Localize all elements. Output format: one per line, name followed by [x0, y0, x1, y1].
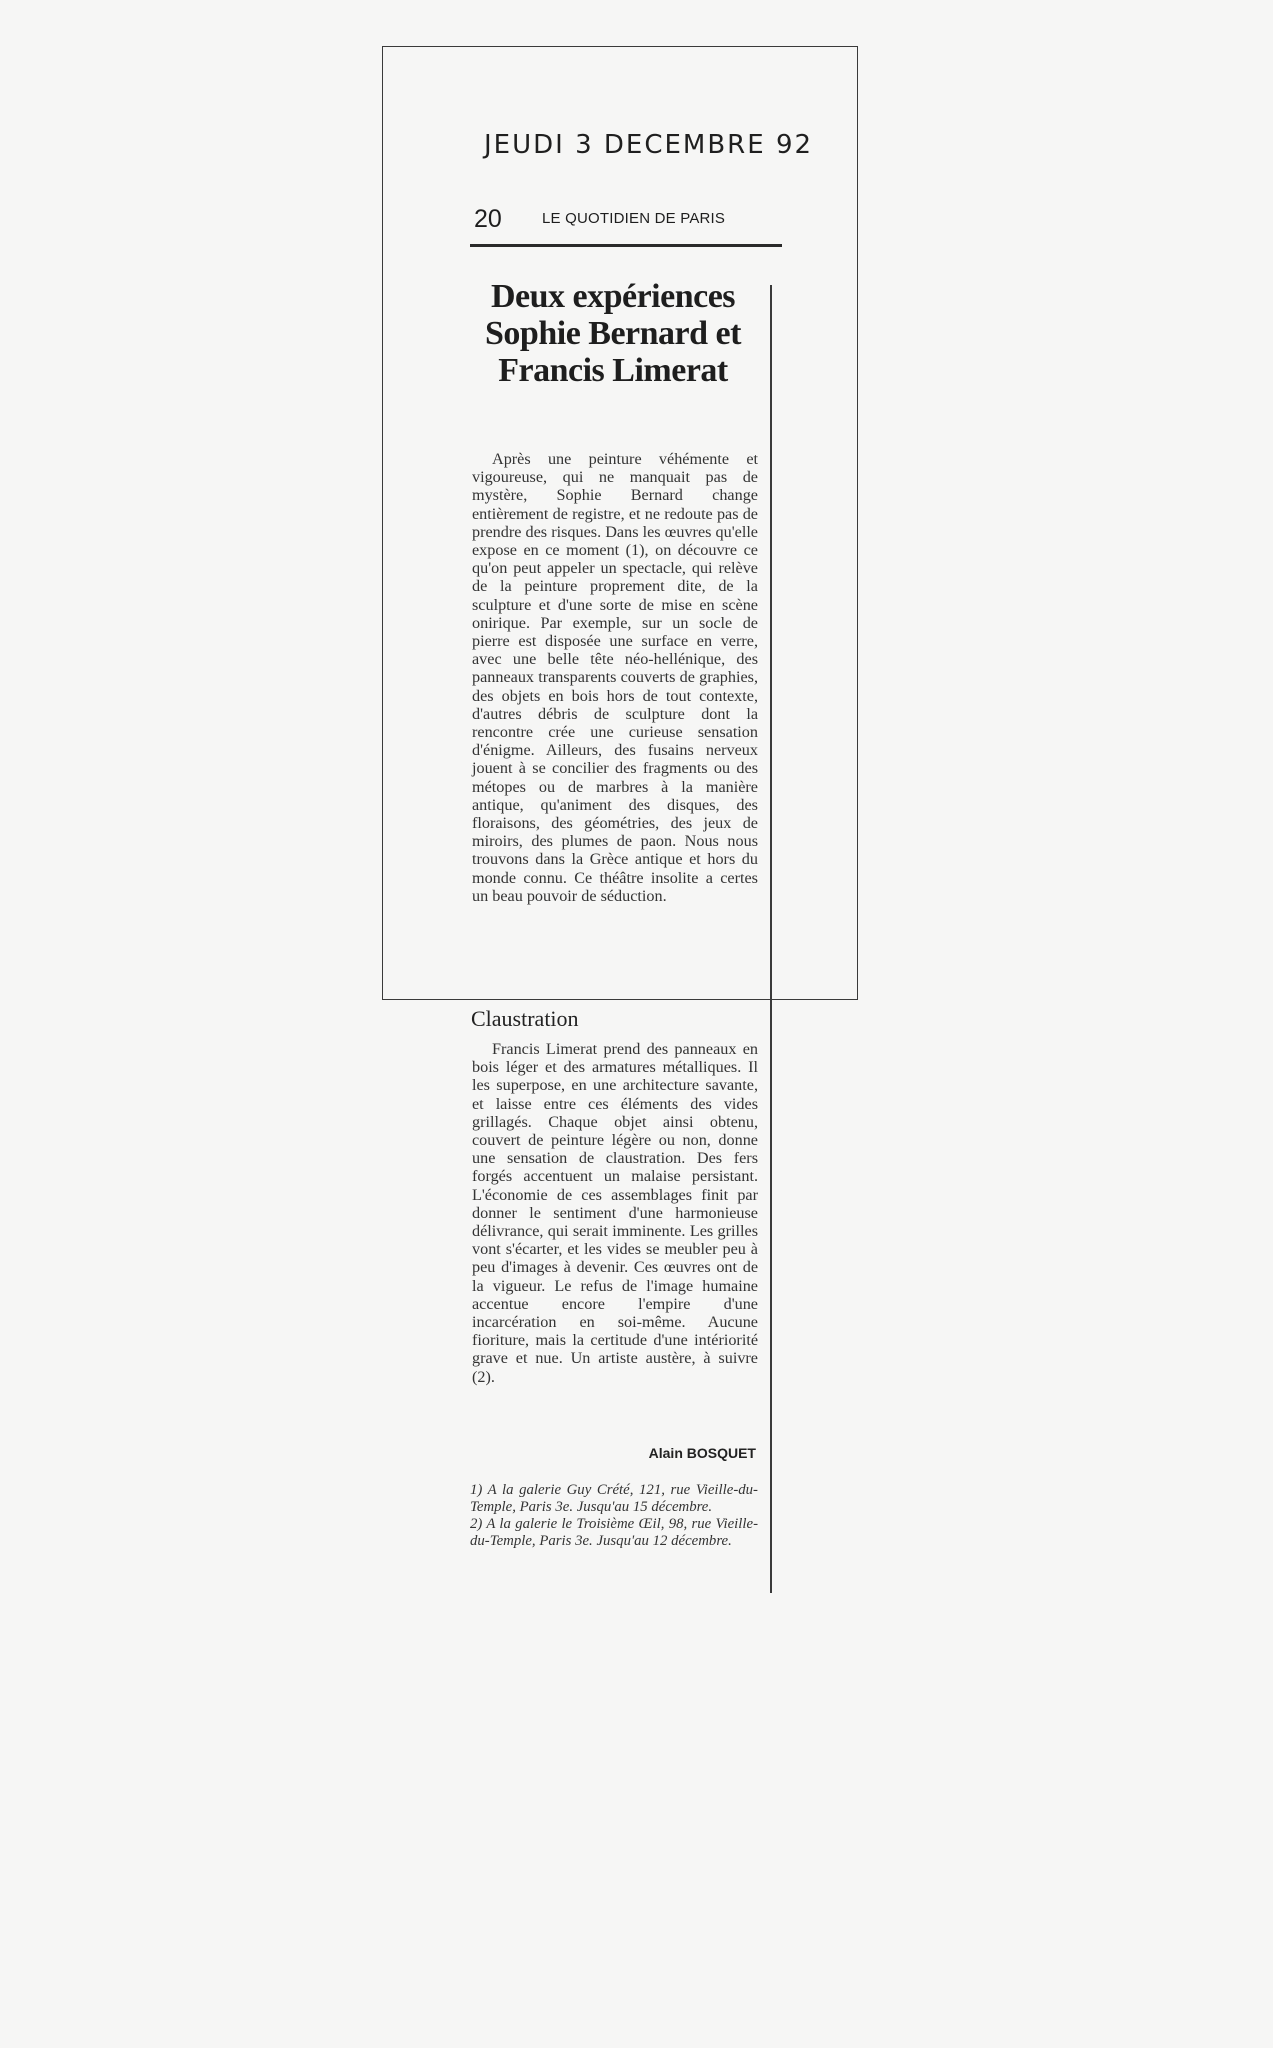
article-paragraph-1: [472, 450, 758, 905]
subheading: Claustration: [471, 1006, 579, 1031]
footnote-1: 1) A la galerie Guy Crété, 121, rue Vieille-du-Temple, Paris 3e. Jusqu'au 15 décembre.: [470, 1482, 758, 1515]
article-paragraph-2: [472, 1040, 758, 1386]
handwritten-date: JEUDI 3 DECEMBRE 92: [484, 130, 814, 160]
author-byline: Alain BOSQUET: [648, 1445, 756, 1461]
paragraph-2-text: Francis Limerat prend des panneaux en bois léger et des armatures métalliques. Il les superpose, en une architecture savante, et laisse entre ces éléments des vides grillagés. Chaque objet ainsi obtenu, couvert de peinture légère ou non, donne une sensation de claustration. Des fers forgés accentuent un malaise persistant. L'économie de ces assemblages finit par donner le sentiment d'une harmonieuse délivrance, qui serait imminente. Les grilles vont s'écarter, et les vides se meubler peu à peu d'images à devenir. Ces œuvres ont de la vigueur. Le refus de l'image humaine accentue encore l'empire d'une incarcération en soi-même. Aucune fioriture, mais la certitude d'une intériorité grave et nue. Un artiste austère, à suivre (2).: [472, 1040, 758, 1386]
footnotes: [470, 1482, 758, 1550]
column-rule: [770, 285, 772, 1593]
header-rule: [470, 244, 782, 247]
paragraph-1-text: Après une peinture véhémente et vigoureuse, qui ne manquait pas de mystère, Sophie Bernard change entièrement de registre, et ne redoute pas de prendre des risques. Dans les œuvres qu'elle expose en ce moment (1), on découvre ce qu'on peut appeler un spectacle, qui relève de la peinture proprement dite, de la sculpture et d'une sorte de mise en scène onirique. Par exemple, sur un socle de pierre est disposée une surface en verre, avec une belle tête néo-hellénique, des panneaux transparents couverts de graphies, des objets en bois hors de tout contexte, d'autres débris de sculpture dont la rencontre crée une curieuse sensation d'énigme. Ailleurs, des fusains nerveux jouent à se concilier des fragments ou des métopes ou de marbres à la manière antique, qu'animent des disques, des floraisons, des géométries, des jeux de miroirs, des plumes de paon. Nous nous trouvons dans la Grèce antique et hors du monde connu. Ce théâtre insolite a certes un beau pouvoir de séduction.: [472, 450, 758, 905]
footnote-2: 2) A la galerie le Troisième Œil, 98, rue Vieille-du-Temple, Paris 3e. Jusqu'au 12 décembre.: [470, 1516, 758, 1549]
page-number: 20: [474, 205, 502, 233]
newspaper-name: LE QUOTIDIEN DE PARIS: [542, 210, 726, 227]
article-title: Deux expériences Sophie Bernard et Francis Limerat: [485, 278, 741, 389]
